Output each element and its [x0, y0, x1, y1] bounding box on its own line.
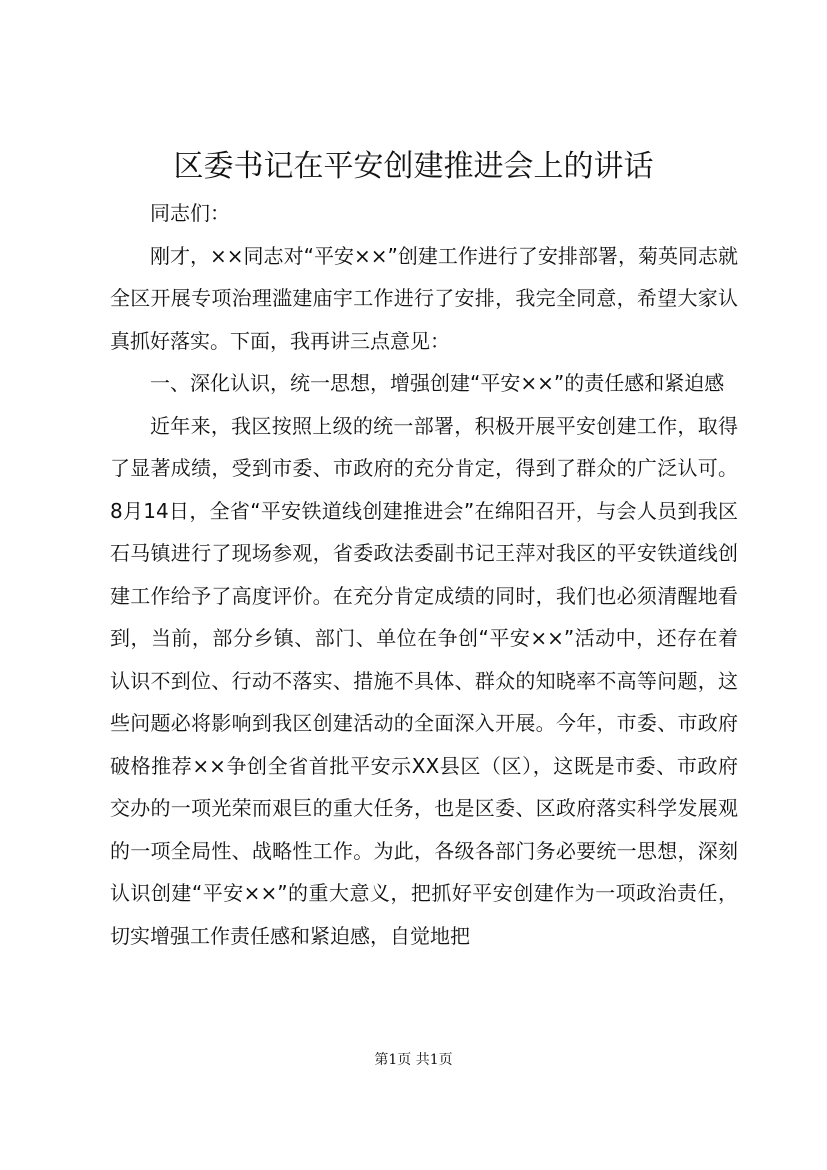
document-body	[110, 192, 738, 957]
page-footer	[0, 1050, 827, 1070]
intro-paragraph: 刚才，××同志对“平安××”创建工作进行了安排部署，菊英同志就全区开展专项治理滥建庙宇工作进行了安排，我完全同意，希望大家认真抓好落实。下面，我再讲三点意见：	[110, 243, 738, 353]
page-number-label: 第1页 共1页	[374, 1052, 453, 1068]
section-heading-1: 一、深化认识，统一思想，增强创建“平安××”的责任感和紧迫感	[150, 371, 725, 395]
body-paragraph: 近年来，我区按照上级的统一部署，积极开展平安创建工作，取得了显著成绩，受到市委、市政府的充分肯定，得到了群众的广泛认可。8月14日，全省“平安铁道线创建推进会”在绵阳召开，与会人员到我区石马镇进行了现场参观，省委政法委副书记王萍对我区的平安铁道线创建工作给予了高度评价。在充分肯定成绩的同时，我们也必须清醒地看到，当前，部分乡镇、部门、单位在争创“平安××”活动中，还存在着认识不到位、行动不落实、措施不具体、群众的知晓率不高等问题，这些问题必将影响到我区创建活动的全面深入开展。今年，市委、市政府破格推荐××争创全省首批平安示XX县区（区），这既是市委、市政府交办的一项光荣而艰巨的重大任务，也是区委、区政府落实科学发展观的一项全局性、战略性工作。为此，各级各部门务必要统一思想，深刻认识创建“平安××”的重大意义，把抓好平安创建作为一项政治责任，切实增强工作责任感和紧迫感，自觉地把	[110, 413, 738, 948]
document-title: 区委书记在平安创建推进会上的讲话	[173, 149, 654, 184]
salutation-paragraph: 同志们：	[150, 201, 230, 225]
